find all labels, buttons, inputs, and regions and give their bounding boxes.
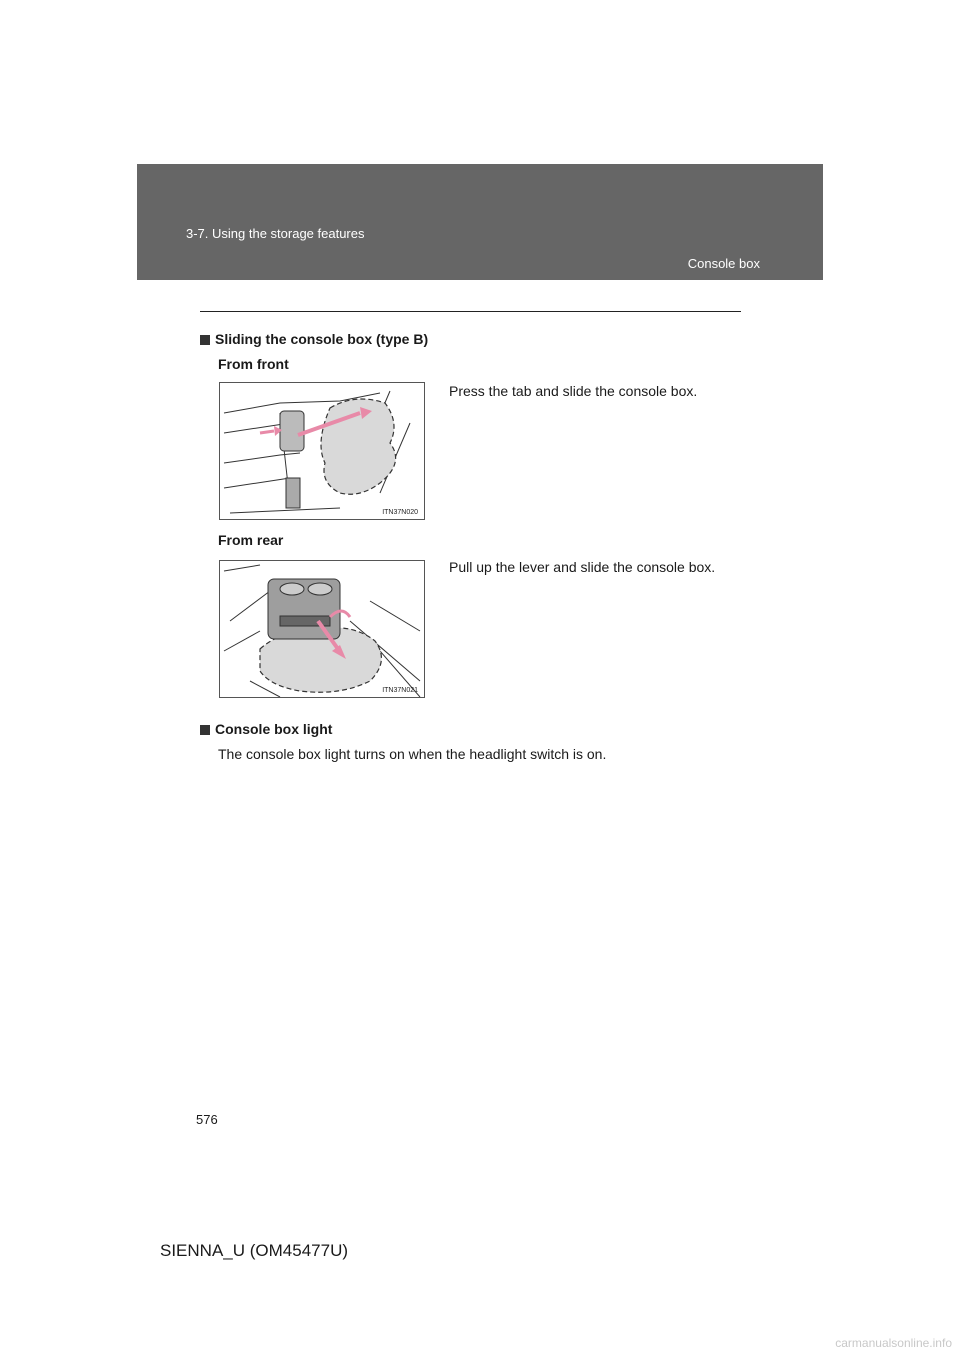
front-instruction: Press the tab and slide the console box. <box>449 383 698 399</box>
light-heading <box>200 721 332 737</box>
section-divider <box>200 311 741 312</box>
square-bullet-icon <box>200 335 210 345</box>
front-figure-code: ITN37N020 <box>382 509 418 516</box>
square-bullet-icon <box>200 725 210 735</box>
sliding-heading <box>200 331 428 347</box>
rear-figure <box>219 560 425 698</box>
light-description: The console box light turns on when the headlight switch is on. <box>218 746 607 762</box>
rear-figure-code: ITN37N021 <box>382 687 418 694</box>
watermark: carmanualsonline.info <box>835 1336 952 1350</box>
from-front-label: From front <box>218 356 289 372</box>
page-topic: Console box <box>687 256 760 271</box>
manual-id: SIENNA_U (OM45477U) <box>160 1241 349 1260</box>
rear-instruction: Pull up the lever and slide the console box. <box>449 559 716 575</box>
light-heading-text: Console box light <box>215 721 333 737</box>
page-number: 576 <box>196 1112 218 1127</box>
section-label: 3-7. Using the storage features <box>186 226 365 241</box>
from-rear-label: From rear <box>218 532 284 548</box>
sliding-heading-text: Sliding the console box (type B) <box>215 331 429 347</box>
front-figure <box>219 382 425 520</box>
console-front-illustration <box>220 383 425 520</box>
console-rear-illustration <box>220 561 425 698</box>
